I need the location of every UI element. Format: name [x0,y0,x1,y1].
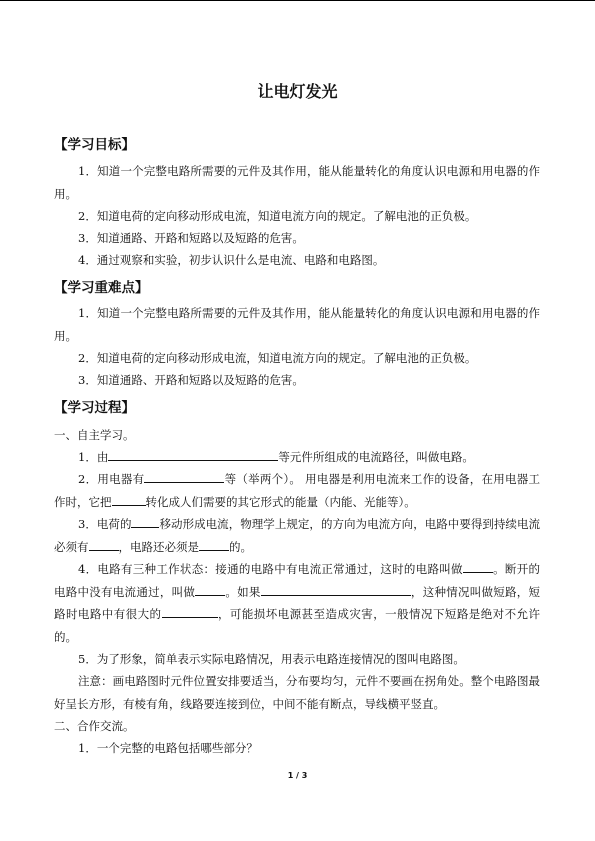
fill-blank[interactable] [199,538,229,551]
goal-item: 4．通过观察和实验，初步认识什么是电流、电路和电路图。 [78,253,385,267]
fill-blank[interactable] [195,583,225,596]
fill-blank[interactable] [108,448,278,461]
fill-blank[interactable] [89,538,119,551]
goal-item: 3．知道通路、开路和短路以及短路的危害。 [78,231,304,245]
section-heading-goals: 【学习目标】 [54,137,135,153]
fill-blank[interactable] [112,493,146,506]
goal-item: 2．知道电荷的定向移动形成电流，知道电流方向的规定。了解电池的正负极。 [78,209,477,223]
section-heading-keypoints: 【学习重难点】 [54,280,149,296]
page-number: 1 / 3 [287,771,308,780]
fill-blank[interactable] [261,583,411,596]
goal-item: 1．知道一个完整电路所需要的元件及其作用，能从能量转化的角度认识电源和用电器的作用。 [54,164,540,201]
fill-blank[interactable] [144,470,224,483]
question-3: 3．电荷的 移动形成电流，物理学上规定，的方向为电流方向，电路中要得到持续电流必须有 ，电路还必须是 的。 [54,517,540,554]
keypoint-item: 1．知道一个完整电路所需要的元件及其作用，能从能量转化的角度认识电源和用电器的作用。 [54,306,540,343]
keypoint-item: 2．知道电荷的定向移动形成电流，知道电流方向的规定。了解电池的正负极。 [78,351,477,365]
question-4: 4．电路有三种工作状态：接通的电路中有电流正常通过，这时的电路叫做 。断开的电路中没有电流通过，叫做 。如果 ，这种情况叫做短路，短路时电路中有很大的 ，可能损坏电源甚至造成灾害，一般情况下短路是绝对不允许的。 [54,562,541,644]
section-heading-process: 【学习过程】 [54,400,135,416]
question-2: 2．用电器有 等（举两个）。 用电器是利用电流来工作的设备，在用电器工作时，它把 转化成人们需要的其它形式的能量（内能、光能等）。 [54,472,540,509]
question-6: 1．一个完整的电路包括哪些部分？ [78,741,258,755]
page-title: 让电灯发光 [257,82,338,101]
keypoint-item: 3．知道通路、开路和短路以及短路的危害。 [78,373,304,387]
fill-blank[interactable] [162,605,218,618]
question-1: 1．由 等元件所组成的电流路径，叫做电路。 [78,450,474,464]
fill-blank[interactable] [463,560,493,573]
part-heading-self-study: 一、自主学习。 [54,428,135,442]
note-paragraph: 注意：画电路图时元件位置安排要适当，分布要均匀，元件不要画在拐角处。整个电路图最好呈长方形，有棱有角，线路要连接到位，中间不能有断点，导线横平竖直。 [54,674,540,711]
question-5: 5．为了形象，简单表示实际电路情况，用表示电路连接情况的图叫电路图。 [78,652,465,666]
part-heading-cooperation: 二、合作交流。 [54,719,135,733]
fill-blank[interactable] [131,515,159,528]
